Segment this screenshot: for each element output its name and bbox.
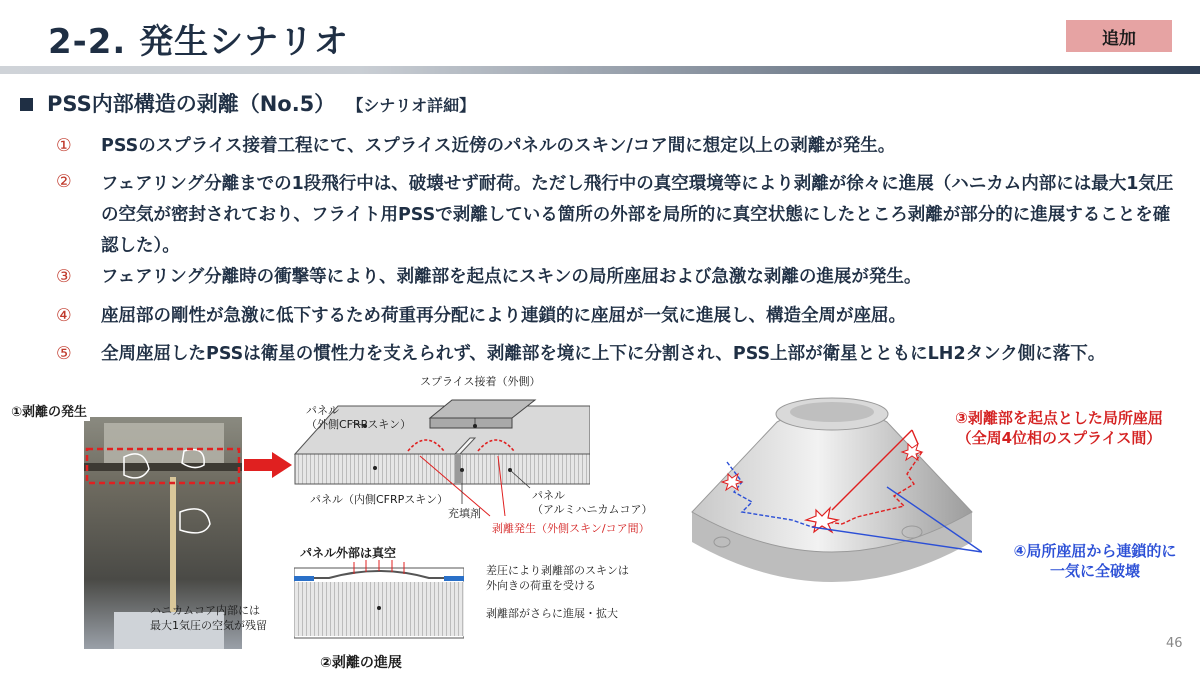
- page-number: 46: [1166, 636, 1183, 651]
- list-item-number: ③: [56, 267, 72, 287]
- section-heading-text: PSS内部構造の剥離（No.5）: [47, 92, 336, 116]
- progress-caption: ②剥離の進展: [320, 655, 402, 671]
- bullet-square-icon: [20, 98, 33, 111]
- list-item-text: PSSのスプライス接着工程にて、スプライス近傍のパネルのスキン/コア間に想定以上の剥離が発生。: [101, 136, 896, 156]
- list-item: [56, 264, 1186, 290]
- arrow-right-icon: [244, 452, 292, 478]
- status-badge: 追加: [1066, 20, 1172, 52]
- list-item-text: フェアリング分離時の衝撃等により、剥離部を起点にスキンの局所座屈および急激な剥離の進展が発生。: [101, 267, 922, 287]
- filler-label: 充填剤: [448, 507, 481, 520]
- list-item: [56, 133, 1186, 159]
- list-item: [56, 169, 1186, 262]
- list-item-text: 全周座屈したPSSは衛星の慣性力を支えられず、剥離部を境に上下に分割され、PSS上部が衛星とともにLH2タンク側に落下。: [101, 344, 1106, 364]
- list-item: [56, 303, 1186, 329]
- list-item-text: フェアリング分離までの1段飛行中は、破壊せず耐荷。ただし飛行中の真空環境等により剥離が徐々に進展（ハニカム内部には最大1気圧の空気が密封されており、フライト用PSSで剥離している箇所の外部を局所的に真空状態にしたところ剥離が部分的に進展することを確認した）。: [101, 174, 1174, 256]
- section-heading: [20, 88, 475, 118]
- pressure-label: 差圧により剥離部のスキンは 外向きの荷重を受ける: [486, 564, 629, 592]
- list-item-number: ①: [56, 136, 72, 156]
- list-item-number: ⑤: [56, 344, 72, 364]
- list-item-text: 座屈部の剛性が急激に低下するため荷重再分配により連鎖的に座屈が一気に進展し、構造全周が座屈。: [101, 306, 906, 326]
- honeycomb-label: パネル （アルミハニカムコア）: [532, 489, 653, 516]
- header-divider: [0, 66, 1200, 74]
- list-item-number: ②: [56, 172, 72, 192]
- page-title: 2-2. 発生シナリオ: [48, 22, 349, 62]
- progress-diagram: [294, 560, 464, 652]
- buckling-label: ③剥離部を起点とした局所座屈 （全周4位相のスプライス間）: [955, 409, 1163, 447]
- collapse-label: ④局所座屈から連鎖的に 一気に全破壊: [1013, 542, 1177, 580]
- splice-label: スプライス接着（外側）: [420, 375, 541, 388]
- list-item: [56, 341, 1186, 367]
- list-item-number: ④: [56, 306, 72, 326]
- section-subheading: 【シナリオ詳細】: [347, 96, 476, 115]
- outer-skin-label: パネル （外側CFRPスキン）: [306, 404, 412, 431]
- progress-label: 剥離部がさらに進展・拡大: [486, 607, 618, 620]
- photo-caption: ①剥離の発生: [8, 400, 90, 421]
- vacuum-label: パネル外部は真空: [300, 546, 397, 560]
- core-air-label: ハニカムコア内部には 最大1気圧の空気が残留: [150, 604, 267, 632]
- delamination-label: 剥離発生（外側スキン/コア間）: [492, 522, 650, 535]
- inner-skin-label: パネル（内側CFRPスキン）: [310, 493, 449, 506]
